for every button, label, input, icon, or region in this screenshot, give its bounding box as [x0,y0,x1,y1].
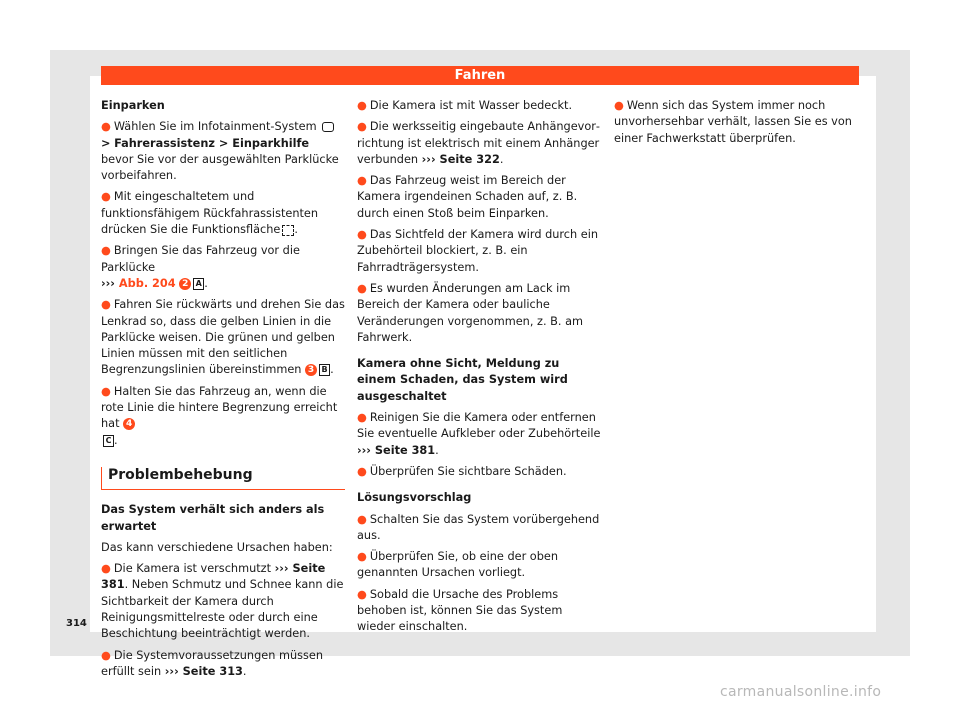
list-item: ● Mit eingeschaltetem und funktionsfähigem Rückfahrassistenten drücken Sie die Funktionsfläche . [101,190,319,237]
page-link[interactable]: Seite 322 [435,152,500,166]
ref-arrow: ››› [274,562,289,576]
ref-arrow: ››› [101,276,115,290]
list-item: ● Fahren Sie rückwärts und drehen Sie das Lenkrad so, dass die gelben Linien in die Parklücke weisen. Die grünen und gelben Linien müssen mit den seitlichen Begrenzungslinien übereinstimmen 3 B . [101,298,345,377]
heading-system-behavior: Das System verhält sich anders als erwartet [101,503,325,533]
bullet-icon: ● [101,298,111,312]
list-item: ● Wenn sich das System immer noch unvorhersehbar verhält, lassen Sie es von einer Fachwerkstatt überprüfen. [614,99,852,145]
bullet-icon: ● [357,550,367,564]
bullet-icon: ● [101,384,111,398]
list-item: ● Halten Sie das Fahrzeug an, wenn die rote Linie die hintere Begrenzung erreicht hat 4 C . [101,384,338,447]
causes-intro: Das kann verschiedene Ursachen haben: [101,540,333,554]
list-item: ● Wählen Sie im Infotainment-System > Fahrerassistenz > Einparkhilfe bevor Sie vor der ausgewählten Parklücke vorbeifahren. [101,120,339,183]
bullet-icon: ● [357,99,367,112]
bullet-icon: ● [357,228,367,242]
callout-b: B [319,364,330,376]
chapter-banner [101,66,859,85]
menu-path: Fahrerassistenz > Einparkhilfe [114,136,310,150]
bullet-icon: ● [101,562,111,576]
list-item: ● Überprüfen Sie sichtbare Schäden. [357,464,567,478]
callout-a: A [193,278,204,290]
column-2 [357,98,601,641]
page-number: 314 [66,618,87,629]
column-3 [614,98,858,152]
bullet-icon: ● [101,244,111,258]
bullet-icon: ● [101,190,111,204]
page-link[interactable]: Seite 313 [178,664,243,678]
figure-link[interactable]: Abb. 204 [114,276,176,290]
section-title: Problembehebung [101,467,345,490]
list-item: ● Das Sichtfeld der Kamera wird durch ein Zubehörteil blockiert, z. B. ein Fahrradträgersystem. [357,228,599,274]
list-item: ● Bringen Sie das Fahrzeug vor die Parklücke ››› Abb. 204 2 A . [101,244,300,290]
callout-3: 3 [305,364,317,376]
home-icon [322,122,334,132]
ref-arrow: ››› [357,443,371,457]
list-item: ● Die Kamera ist verschmutzt ››› Seite 381. Neben Schmutz und Schnee kann die Sichtbarkeit der Kamera durch Reinigungsmittelreste oder durch eine Beschichtung beeinträchtigt werden. [101,562,344,641]
list-item: ● Reinigen Sie die Kamera oder entfernen Sie eventuelle Aufkleber oder Zubehörteile ››› Seite 381. [357,411,601,457]
bullet-icon: ● [101,648,111,662]
heading-camera-no-view: Kamera ohne Sicht, Meldung zu einem Schaden, das System wird ausgeschaltet [357,357,568,403]
heading-solution: Lösungsvorschlag [357,491,472,505]
list-item: ● Das Fahrzeug weist im Bereich der Kamera irgendeinen Schaden auf, z. B. durch einen Stoß beim Einparken. [357,174,578,220]
parking-function-icon [282,225,294,236]
heading-einparken: Einparken [101,99,165,112]
list-item: ● Es wurden Änderungen am Lack im Bereich der Kamera oder bauliche Veränderungen vorgenommen, z. B. am Fahrwerk. [357,281,583,344]
list-item: ● Die Kamera ist mit Wasser bedeckt. [357,99,573,112]
ref-arrow: ››› [164,664,179,678]
callout-4: 4 [123,418,135,430]
column-1 [101,98,345,685]
bullet-icon: ● [357,411,367,425]
callout-c: C [103,435,114,447]
list-item: ● Überprüfen Sie, ob eine der oben genannten Ursachen vorliegt. [357,550,559,580]
page-link[interactable]: Seite 381 [370,443,436,457]
bullet-icon: ● [357,464,367,478]
list-item: ● Die Systemvoraussetzungen müssen erfüllt sein ››› Seite 313. [101,648,324,678]
callout-2: 2 [179,278,191,290]
bullet-icon: ● [357,174,367,188]
ref-arrow: ››› [421,152,436,166]
bullet-icon: ● [101,120,111,134]
list-item: ● Sobald die Ursache des Problems behoben ist, können Sie das System wieder einschalten. [357,587,563,634]
chapter-title: Fahren [454,68,506,83]
bullet-icon: ● [357,512,367,526]
list-item: ● Schalten Sie das System vorübergehend aus. [357,512,600,542]
bullet-icon: ● [614,99,624,112]
watermark: carmanualsonline.info [720,684,882,700]
page-link[interactable]: Seite 381 [101,562,326,592]
bullet-icon: ● [357,120,367,134]
bullet-icon: ● [357,281,367,295]
list-item: ● Die werksseitig eingebaute Anhängevorrichtung ist elektrisch mit einem Anhänger verbunden ››› Seite 322. [357,120,600,166]
bullet-icon: ● [357,587,367,601]
